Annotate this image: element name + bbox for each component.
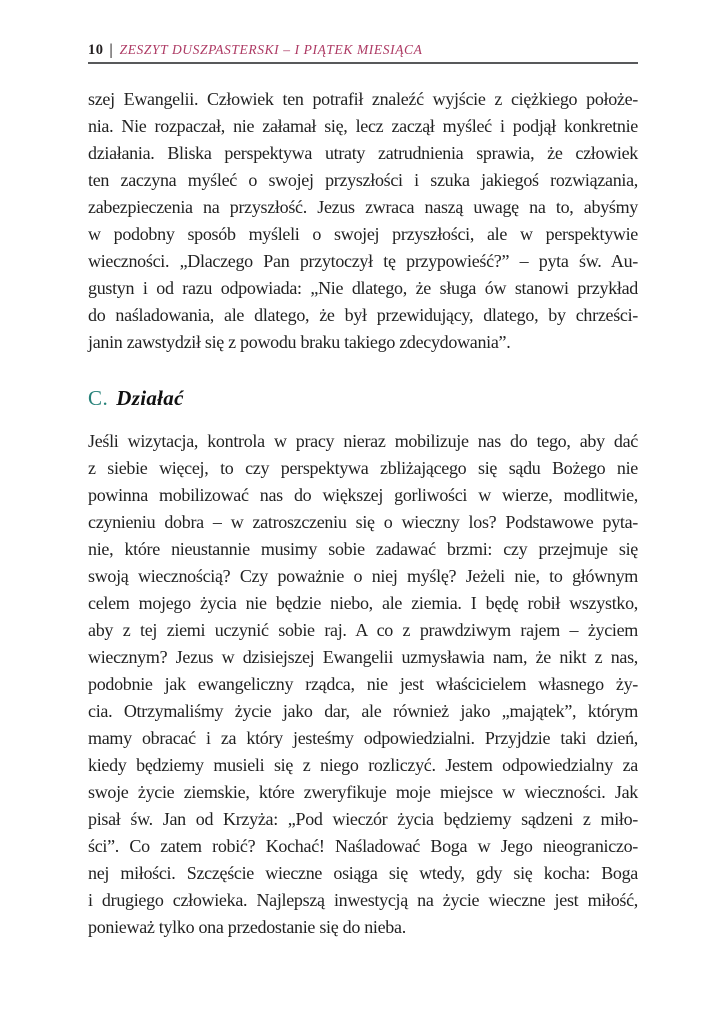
text-line: janin zawstydził się z powodu braku takiego zdecydowania”.	[88, 332, 511, 352]
section-letter: C.	[88, 386, 109, 410]
header-rule	[88, 62, 638, 64]
text-line: szej Ewangelii. Człowiek ten potrafił znaleźć wyjście z ciężkiego położe-	[88, 89, 638, 109]
paragraph-2	[88, 428, 638, 941]
text-line: w podobny sposób myśleli o swojej przyszłości, ale w perspektywie	[88, 224, 638, 244]
section-title: Działać	[116, 386, 184, 410]
text-line: Jeśli wizytacja, kontrola w pracy nieraz mobilizuje nas do tego, aby dać	[88, 431, 638, 451]
text-line: kiedy będziemy musieli się z niego rozliczyć. Jestem odpowiedzialny za	[88, 755, 638, 775]
text-line: powinna mobilizować nas do większej gorliwości w wierze, modlitwie,	[88, 485, 638, 505]
text-line: działania. Bliska perspektywa utraty zatrudnienia sprawia, że człowiek	[88, 143, 638, 163]
text-line: celem mojego życia nie będzie niebo, ale ziemia. I będę robił wszystko,	[88, 593, 638, 613]
page-number: 10	[88, 42, 104, 58]
text-line: i drugiego człowieka. Najlepszą inwestycją na życie wieczne jest miłość,	[88, 890, 638, 910]
text-line: pisał św. Jan od Krzyża: „Pod wieczór życia będziemy sądzeni z miło-	[88, 809, 638, 829]
text-line: nia. Nie rozpaczał, nie załamał się, lecz zaczął myśleć i podjął konkretnie	[88, 116, 638, 136]
section-heading	[88, 386, 638, 414]
text-line: mamy obracać i za który jesteśmy odpowiedzialni. Przyjdzie taki dzień,	[88, 728, 638, 748]
text-line: do naśladowania, ale dlatego, że był przewidujący, dlatego, by chrześci-	[88, 305, 638, 325]
running-header	[88, 42, 638, 62]
text-line: ponieważ tylko ona przedostanie się do nieba.	[88, 917, 406, 937]
running-header-title: ZESZYT DUSZPASTERSKI – I PIĄTEK MIESIĄCA	[119, 42, 423, 57]
header-separator: |	[109, 41, 113, 60]
text-line: podobnie jak ewangeliczny rządca, nie jest właścicielem własnego ży-	[88, 674, 638, 694]
text-line: swoją wiecznością? Czy poważnie o niej myślę? Jeżeli nie, to głównym	[88, 566, 638, 586]
text-line: cia. Otrzymaliśmy życie jako dar, ale również jako „majątek”, którym	[88, 701, 638, 721]
text-line: ten zaczyna myśleć o swojej przyszłości i szuka jakiegoś rozwiązania,	[88, 170, 638, 190]
text-line: nie, które nieustannie musimy sobie zadawać brzmi: czy przejmuje się	[88, 539, 638, 559]
text-line: zabezpieczenia na przyszłość. Jezus zwraca naszą uwagę na to, abyśmy	[88, 197, 638, 217]
text-line: swoje życie ziemskie, które zweryfikuje moje miejsce w wieczności. Jak	[88, 782, 638, 802]
text-line: wiecznym? Jezus w dzisiejszej Ewangelii uzmysławia nam, że nikt z nas,	[88, 647, 638, 667]
text-line: aby z tej ziemi uczynić sobie raj. A co z prawdziwym rajem – życiem	[88, 620, 638, 640]
text-line: z siebie więcej, to czy perspektywa zbliżającego się sądu Bożego nie	[88, 458, 638, 478]
paragraph-1	[88, 86, 638, 356]
text-line: wieczności. „Dlaczego Pan przytoczył tę przypowieść?” – pyta św. Au-	[88, 251, 638, 271]
text-line: czynieniu dobra – w zatroszczeniu się o wieczny los? Podstawowe pyta-	[88, 512, 638, 532]
text-line: gustyn i od razu odpowiada: „Nie dlatego, że sługa ów stanowi przykład	[88, 278, 638, 298]
text-line: nej miłości. Szczęście wieczne osiąga się wtedy, gdy się kocha: Boga	[88, 863, 638, 883]
text-line: ści”. Co zatem robić? Kochać! Naśladować Boga w Jego nieograniczo-	[88, 836, 638, 856]
